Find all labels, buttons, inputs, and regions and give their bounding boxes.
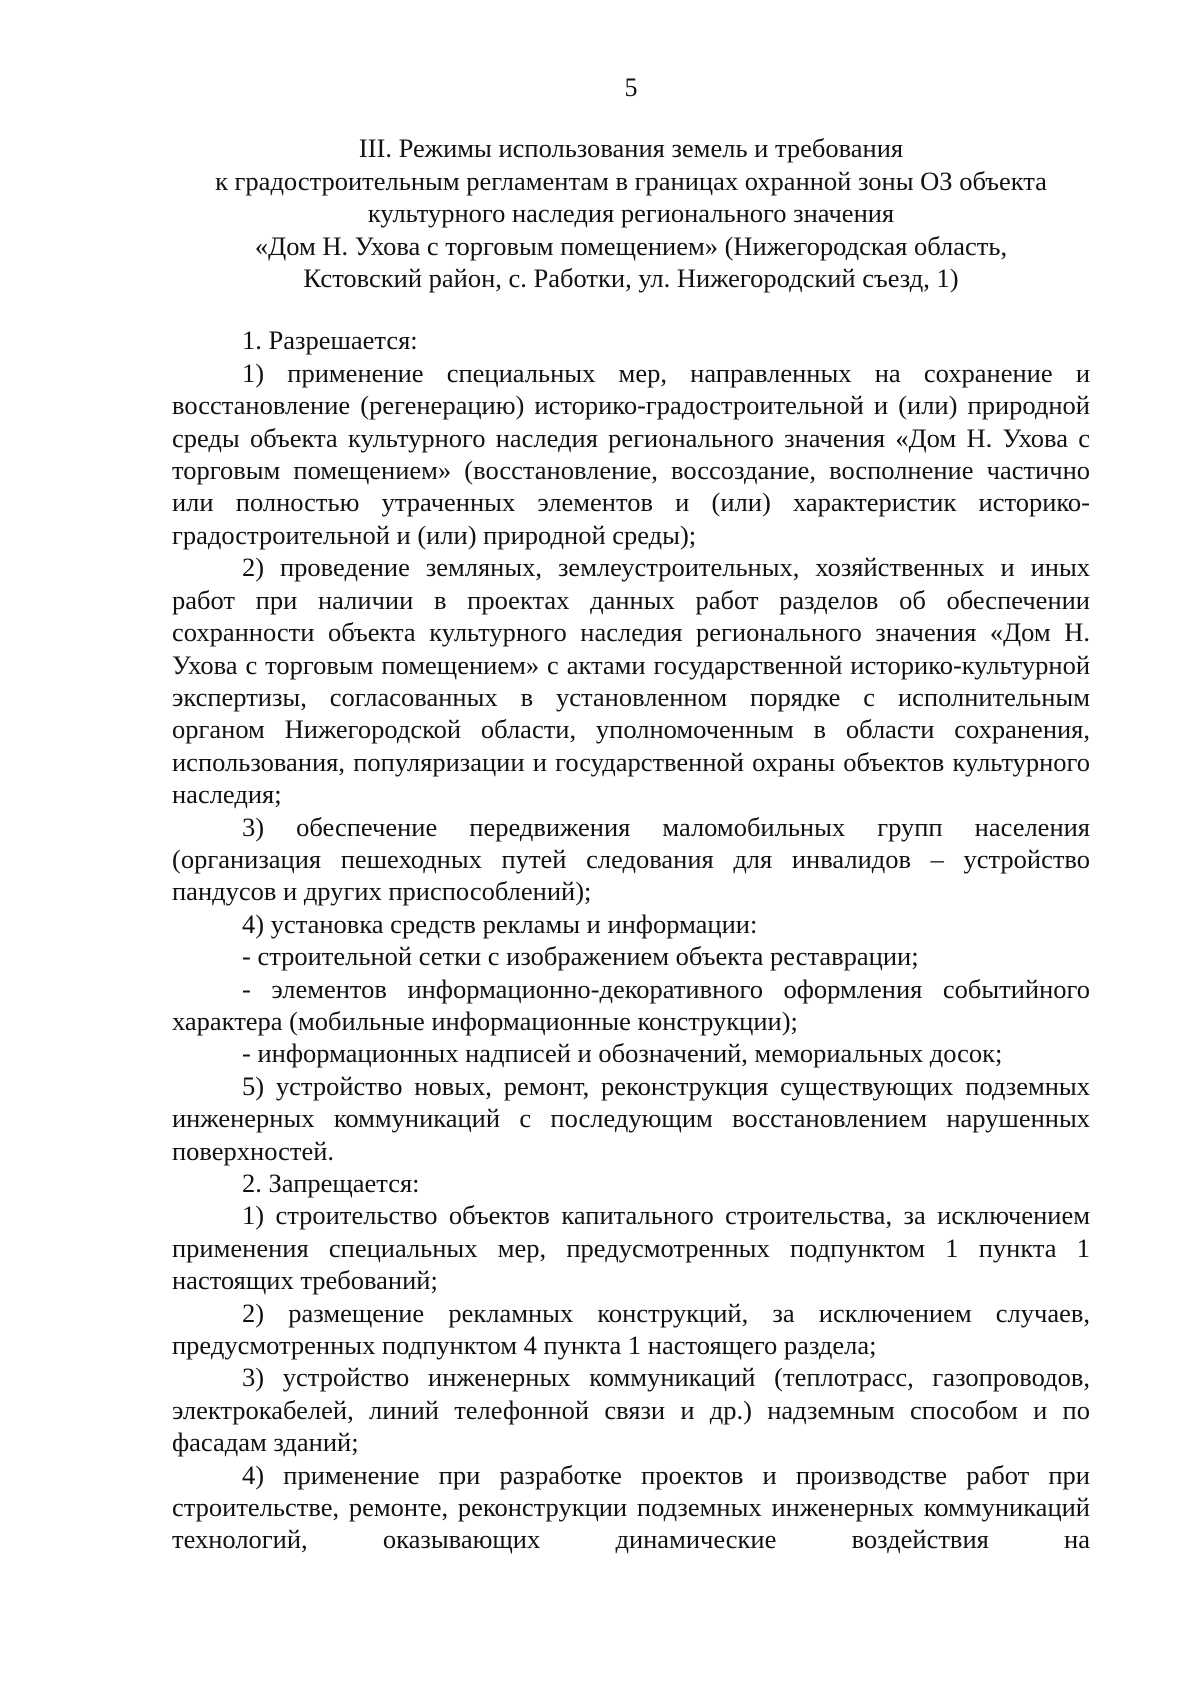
clause-prohibited-title: 2. Запрещается: (242, 1168, 420, 1198)
clause-prohibited-4: 4) применение при разработке проектов и производстве работ при строительстве, ремонте, реконструкции подземных инженерных коммуникаций технологий, оказывающих динамические воздействия на (172, 1459, 1090, 1555)
heading-line: культурного наследия регионального значения (367, 198, 895, 229)
clause-prohibited-3: 3) устройство инженерных коммуникаций (теплотрасс, газопроводов, электрокабелей, линий телефонной связи и др.) надземным способом и по фасадам зданий; (172, 1362, 1090, 1458)
clause-permitted-4-item: - элементов информационно-декоративного оформления событийного характера (мобильные информационные конструкции); (172, 973, 1090, 1036)
page-number: 5 (624, 73, 638, 102)
clause-permitted-1: 1) применение специальных мер, направленных на сохранение и восстановление (регенерацию) историко-градостроительной и (или) природной среды объекта культурного наследия регионального значения «Дом Н. Ухова с торговым помещением» (восстановление, воссоздание, восполнение частично или полностью утраченных элементов и (или) характеристик историко-градостроительной и (или) природной среды); (172, 357, 1090, 550)
heading-line: «Дом Н. Ухова с торговым помещением» (Нижегородская область, (254, 230, 1008, 261)
document-page (172, 72, 1090, 1556)
clause-permitted-4: 4) установка средств рекламы и информации: (242, 908, 758, 939)
clause-prohibited-1: 1) строительство объектов капитального строительства, за исключением применения специальных мер, предусмотренных подпунктом 1 пункта 1 настоящих требований; (172, 1200, 1090, 1296)
heading-line: к градостроительным регламентам в границах охранной зоны ОЗ объекта (215, 165, 1047, 196)
heading-line: Кстовский район, с. Работки, ул. Нижегородский съезд, 1) (303, 263, 959, 294)
clause-permitted-title: 1. Разрешается: (242, 325, 418, 356)
clause-permitted-4-item: - информационных надписей и обозначений, мемориальных досок; (242, 1038, 1003, 1069)
clause-permitted-3: 3) обеспечение передвижения маломобильных групп населения (организация пешеходных путей следования для инвалидов – устройство пандусов и других приспособлений); (172, 811, 1090, 907)
clause-prohibited-2: 2) размещение рекламных конструкций, за исключением случаев, предусмотренных подпунктом 4 пункта 1 настоящего раздела; (172, 1297, 1090, 1361)
clause-permitted-5: 5) устройство новых, ремонт, реконструкция существующих подземных инженерных коммуникаций с последующим восстановлением нарушенных поверхностей. (172, 1070, 1090, 1166)
section-heading (172, 132, 1090, 294)
heading-line: III. Режимы использования земель и требования (358, 133, 904, 164)
clause-permitted-4-item: - строительной сетки с изображением объекта реставрации; (242, 941, 919, 972)
clause-permitted-2: 2) проведение земляных, землеустроительных, хозяйственных и иных работ при наличии в проектах данных работ разделов об обеспечении сохранности объекта культурного наследия регионального значения «Дом Н. Ухова с торговым помещением» с актами государственной историко-культурной экспертизы, согласованных в установленном порядке с исполнительным органом Нижегородской области, уполномоченным в области сохранения, использования, популяризации и государственной охраны объектов культурного наследия; (172, 552, 1090, 810)
